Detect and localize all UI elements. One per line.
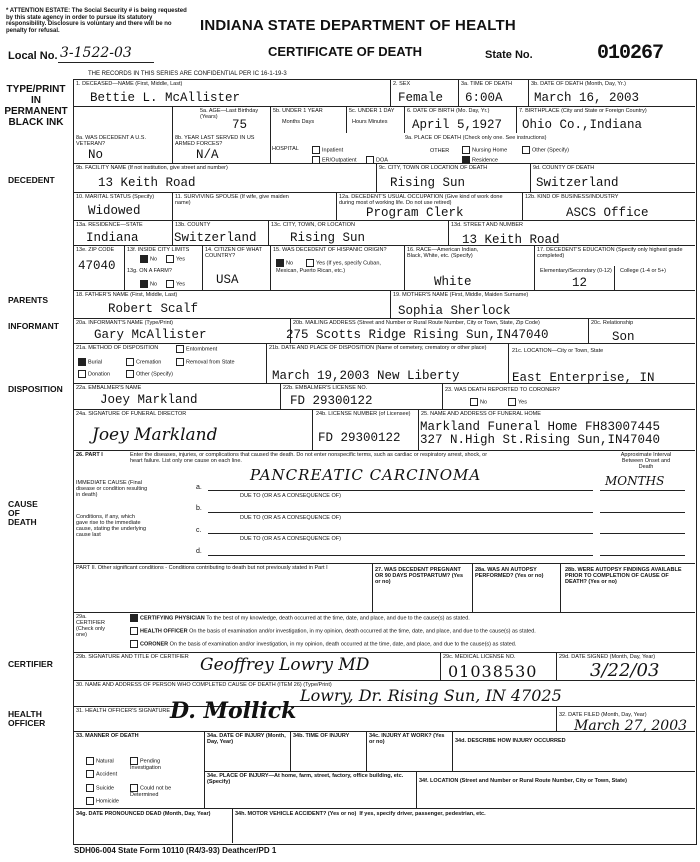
nursing-option[interactable]: Nursing Home bbox=[462, 146, 507, 154]
label-10: 10. MARITAL STATUS (Specify) bbox=[76, 194, 155, 200]
accident-checkbox[interactable] bbox=[86, 770, 94, 778]
label-13f: 13f. INSIDE CITY LIMITS bbox=[127, 247, 190, 253]
type-print-instruction: TYPE/PRINT IN PERMANENT BLACK INK bbox=[4, 84, 68, 128]
accident-option[interactable]: Accident bbox=[86, 770, 117, 778]
label-12a: 12a. DECEDENT'S USUAL OCCUPATION (Give kind of work done during most of working life. Do not use retired) bbox=[339, 194, 503, 206]
funeral-home-address[interactable]: 327 N.High St.Rising Sun,IN47040 bbox=[420, 433, 661, 447]
zip-code[interactable]: 47040 bbox=[78, 259, 116, 273]
label-34f: 34f. LOCATION (Street and Number or Rural Route Number, City or Town, State) bbox=[419, 778, 627, 784]
disposition-place[interactable]: March 19,2003 New Liberty bbox=[272, 369, 460, 383]
label-13b: 13b. COUNTY bbox=[175, 222, 211, 228]
label-2: 2. SEX bbox=[393, 81, 411, 87]
edu-elementary: Elementary/Secondary (0-12) bbox=[540, 268, 612, 274]
interval-a[interactable]: MONTHS bbox=[605, 474, 665, 488]
natural-option[interactable]: Natural bbox=[86, 757, 114, 765]
pending-option[interactable]: Pending Investigation bbox=[130, 758, 161, 771]
doa-checkbox[interactable] bbox=[366, 156, 374, 164]
label-15: 15. WAS DECEDENT OF HISPANIC ORIGIN? bbox=[273, 247, 387, 253]
suicide-option[interactable]: Suicide bbox=[86, 784, 114, 792]
burial-option[interactable]: Burial bbox=[78, 358, 102, 366]
relationship[interactable]: Son bbox=[612, 330, 635, 344]
other-specify-checkbox[interactable] bbox=[522, 146, 530, 154]
section-parents: PARENTS bbox=[8, 295, 48, 305]
age[interactable]: 75 bbox=[232, 118, 248, 132]
nursing-checkbox[interactable] bbox=[462, 146, 470, 154]
label-23: 23. WAS DEATH REPORTED TO CORONER? bbox=[445, 387, 560, 393]
time-of-death[interactable]: 6:00A bbox=[465, 91, 503, 105]
medical-license[interactable]: 01038530 bbox=[448, 662, 538, 681]
local-no-label: Local No. bbox=[8, 50, 58, 62]
year-served[interactable]: N/A bbox=[196, 148, 219, 162]
citizenship[interactable]: USA bbox=[216, 273, 239, 287]
label-29b: 29b. SIGNATURE AND TITLE OF CERTIFIER bbox=[76, 654, 189, 660]
donation-checkbox[interactable] bbox=[78, 370, 86, 378]
residence-county[interactable]: Switzerland bbox=[174, 231, 257, 245]
date-filed[interactable]: March 27, 2003 bbox=[574, 718, 688, 734]
other-label: OTHER bbox=[430, 148, 450, 154]
label-3b: 3b. DATE OF DEATH (Month, Day, Yr.) bbox=[531, 81, 626, 87]
label-18: 18. FATHER'S NAME (First, Middle, Last) bbox=[76, 292, 178, 298]
funeral-director-license[interactable]: FD 29300122 bbox=[318, 431, 401, 445]
residence-city[interactable]: Rising Sun bbox=[290, 231, 366, 245]
label-13d: 13d. STREET AND NUMBER bbox=[451, 222, 524, 228]
label-24a: 24a. SIGNATURE OF FUNERAL DIRECTOR bbox=[76, 411, 187, 417]
death-county[interactable]: Switzerland bbox=[536, 176, 619, 190]
label-9c: 9c. CITY, TOWN OR LOCATION OF DEATH bbox=[379, 165, 488, 171]
certifier-signature: Geoffrey Lowry MD bbox=[200, 655, 370, 675]
hispanic-note: Mexican, Puerto Rican, etc.) bbox=[276, 268, 346, 274]
section-certifier: CERTIFIER bbox=[8, 659, 53, 669]
cremation-checkbox[interactable] bbox=[126, 358, 134, 366]
residence-option[interactable]: Residence bbox=[462, 156, 498, 164]
part1-instructions: Enter the diseases, injuries, or complications that caused the death. Do not enter nonspecific terms, such as cardiac or respiratory arrest, shock, or heart failure. List only one cause on each line. bbox=[130, 452, 488, 464]
homicide-checkbox[interactable] bbox=[86, 797, 94, 805]
disposition-location[interactable]: East Enterprise, IN bbox=[512, 371, 655, 385]
hours-minutes: Hours Minutes bbox=[352, 119, 388, 125]
section-health-officer: HEALTH OFFICER bbox=[8, 709, 46, 728]
label-9b: 9b. FACILITY NAME (If not institution, give street and number) bbox=[76, 165, 228, 171]
donation-option[interactable]: Donation bbox=[78, 370, 110, 378]
line-d-marker: d. bbox=[196, 548, 202, 555]
other-disposition-option[interactable]: Other (Specify) bbox=[126, 370, 173, 378]
section-disposition: DISPOSITION bbox=[8, 384, 63, 394]
marital-status[interactable]: Widowed bbox=[88, 204, 141, 218]
label-29a: 29a. CERTIFIER (Check only one) bbox=[76, 614, 106, 638]
confidential-note: THE RECORDS IN THIS SERIES ARE CONFIDENTIAL PER IC 16-1-19-3 bbox=[88, 71, 287, 77]
er-checkbox[interactable] bbox=[312, 156, 320, 164]
removal-checkbox[interactable] bbox=[176, 358, 184, 366]
label-34g: 34g. DATE PRONOUNCED DEAD (Month, Day, Year) bbox=[76, 811, 211, 817]
section-cause-of-death: CAUSE OF DEATH bbox=[8, 499, 38, 527]
label-28a: 28a. WAS AN AUTOPSY PERFORMED? (Yes or no) bbox=[475, 567, 544, 579]
pending-checkbox[interactable] bbox=[130, 757, 138, 765]
hispanic-yes-checkbox[interactable] bbox=[306, 259, 314, 267]
er-option[interactable]: ER/Outpatient bbox=[312, 156, 357, 164]
sex[interactable]: Female bbox=[398, 91, 444, 105]
doa-option[interactable]: DOA bbox=[366, 156, 388, 164]
coroner-yes-option[interactable]: Yes bbox=[508, 398, 527, 406]
farm-no-option[interactable]: No bbox=[140, 280, 157, 288]
hispanic-yes-option[interactable]: Yes (If yes, specify Cuban, bbox=[306, 259, 381, 267]
label-34e: 34e. PLACE OF INJURY—At home, farm, street, factory, office building, etc. (Specify) bbox=[207, 773, 404, 785]
label-29c: 29c. MEDICAL LICENSE NO. bbox=[443, 654, 516, 660]
informant-address[interactable]: 275 Scotts Ridge Rising Sun,IN47040 bbox=[286, 328, 549, 342]
label-34h: 34h. MOTOR VEHICLE ACCIDENT? (Yes or no) If yes, specify driver, passenger, pedestrian, etc. bbox=[235, 811, 486, 817]
natural-checkbox[interactable] bbox=[86, 757, 94, 765]
label-32: 32. DATE FILED (Month, Day, Year) bbox=[559, 712, 647, 718]
label-8a: 8a. WAS DECEDENT A U.S. VETERAN? bbox=[76, 135, 146, 147]
inpatient-option[interactable]: Inpatient bbox=[312, 146, 343, 154]
other-disposition-checkbox[interactable] bbox=[126, 370, 134, 378]
occupation[interactable]: Program Clerk bbox=[366, 206, 464, 220]
entombment-option[interactable]: Entombment bbox=[176, 345, 217, 353]
education[interactable]: 12 bbox=[572, 276, 588, 290]
label-24b: 24b. LICENSE NUMBER (of Licensee) bbox=[316, 411, 411, 417]
business[interactable]: ASCS Office bbox=[566, 206, 649, 220]
label-13a: 13a. RESIDENCE—STATE bbox=[76, 222, 143, 228]
health-officer-checkbox[interactable] bbox=[130, 627, 138, 635]
coroner-no-option[interactable]: No bbox=[470, 398, 487, 406]
label-34a: 34a. DATE OF INJURY (Month, Day, Year) bbox=[207, 733, 286, 745]
residence-checkbox[interactable] bbox=[462, 156, 470, 164]
suicide-checkbox[interactable] bbox=[86, 784, 94, 792]
section-decedent: DECEDENT bbox=[8, 175, 55, 185]
label-22a: 22a. EMBALMER'S NAME bbox=[76, 385, 142, 391]
line-a-marker: a. bbox=[196, 484, 202, 491]
label-26: 26. PART I bbox=[76, 452, 103, 458]
edu-college: College (1-4 or 5+) bbox=[620, 268, 667, 274]
label-22b: 22b. EMBALMER'S LICENSE NO. bbox=[283, 385, 368, 391]
interval-label: Approximate Interval Between Onset and Death bbox=[620, 452, 672, 470]
label-9d: 9d. COUNTY OF DEATH bbox=[533, 165, 595, 171]
farm-yes-option[interactable]: Yes bbox=[166, 280, 185, 288]
informant-name[interactable]: Gary McAllister bbox=[94, 328, 207, 342]
department-title: INDIANA STATE DEPARTMENT OF HEALTH bbox=[200, 17, 516, 34]
label-7: 7. BIRTHPLACE (City and State or Foreign Country) bbox=[519, 108, 647, 114]
label-34b: 34b. TIME OF INJURY bbox=[293, 733, 350, 739]
local-no-underline bbox=[58, 62, 154, 63]
health-officer-option[interactable]: HEALTH OFFICER On the basis of examination and/or investigation, in my opinion, death occurred at the time, date, and place, and due to the cause(s) as stated. bbox=[130, 627, 536, 635]
coroner-option[interactable]: CORONER On the basis of examination and/or investigation, in my opinion, death occurred at the time, date, and place, and due to the cause(s) as stated. bbox=[130, 640, 516, 648]
label-34d: 34d. DESCRIBE HOW INJURY OCCURRED bbox=[455, 738, 566, 744]
label-3a: 3a. TIME OF DEATH bbox=[461, 81, 513, 87]
removal-option[interactable]: Removal from State bbox=[176, 358, 235, 366]
label-6: 6. DATE OF BIRTH (Mo. Day, Yr.) bbox=[407, 108, 490, 114]
attention-notice: * ATTENTION ESTATE: The Social Security # is being requested by this state agency in order to pursue its statutory responsibility. Disclosure is voluntary and there will be no penalty for refusal. bbox=[6, 8, 187, 34]
undetermined-checkbox[interactable] bbox=[130, 784, 138, 792]
farm-no-checkbox[interactable] bbox=[140, 280, 148, 288]
label-16: 16. RACE—American Indian, Black, White, etc. (Specify) bbox=[407, 247, 479, 259]
hispanic-no-checkbox[interactable] bbox=[276, 259, 284, 267]
embalmer-license[interactable]: FD 29300122 bbox=[290, 394, 373, 408]
cremation-option[interactable]: Cremation bbox=[126, 358, 161, 366]
label-20a: 20a. INFORMANT'S NAME (Type/Print) bbox=[76, 320, 174, 326]
health-officer-signature: D. Mollick bbox=[170, 698, 297, 724]
label-30: 30. NAME AND ADDRESS OF PERSON WHO COMPLETED CAUSE OF DEATH (ITEM 26) (Type/Print) bbox=[76, 682, 332, 688]
due-to-1: DUE TO (OR AS A CONSEQUENCE OF) bbox=[240, 493, 341, 499]
label-21c: 21c. LOCATION—City or Town, State bbox=[512, 348, 604, 354]
coroner-no-checkbox[interactable] bbox=[470, 398, 478, 406]
inside-yes-checkbox[interactable] bbox=[166, 255, 174, 263]
due-to-3: DUE TO (OR AS A CONSEQUENCE OF) bbox=[240, 536, 341, 542]
label-20c: 20c. Relationship bbox=[591, 320, 634, 326]
entombment-checkbox[interactable] bbox=[176, 345, 184, 353]
residence-street[interactable]: 13 Keith Road bbox=[462, 233, 560, 247]
cause-completer[interactable]: Lowry, Dr. Rising Sun, IN 47025 bbox=[300, 686, 562, 705]
label-17: 17. DECEDENT'S EDUCATION (Specify only highest grade completed) bbox=[537, 247, 683, 259]
label-13g: 13g. ON A FARM? bbox=[127, 268, 172, 274]
certificate-title: CERTIFICATE OF DEATH bbox=[268, 44, 423, 59]
coroner-yes-checkbox[interactable] bbox=[508, 398, 516, 406]
farm-yes-checkbox[interactable] bbox=[166, 280, 174, 288]
label-11: 11. SURVIVING SPOUSE (If wife, give maiden name) bbox=[175, 194, 289, 206]
cause-a[interactable]: PANCREATIC CARCINOMA bbox=[250, 466, 482, 484]
line-c-marker: c. bbox=[196, 527, 202, 534]
birthplace[interactable]: Ohio Co.,Indiana bbox=[522, 118, 643, 132]
label-12b: 12b. KIND OF BUSINESS/INDUSTRY bbox=[525, 194, 619, 200]
label-13c: 13c. CITY, TOWN, OR LOCATION bbox=[271, 222, 355, 228]
label-14: 14. CITIZEN OF WHAT COUNTRY? bbox=[205, 247, 262, 259]
line-b-marker: b. bbox=[196, 505, 202, 512]
local-no-value: 3-1522-03 bbox=[60, 45, 132, 61]
date-of-death[interactable]: March 16, 2003 bbox=[534, 91, 640, 105]
label-13e: 13e. ZIP CODE bbox=[76, 247, 115, 253]
funeral-director-signature: Joey Markland bbox=[92, 425, 218, 445]
label-31: 31. HEALTH OFFICER'S SIGNATURE bbox=[76, 708, 171, 714]
label-21b: 21b. DATE AND PLACE OF DISPOSITION (Name of cemetery, crematory or other place) bbox=[269, 345, 487, 351]
due-to-2: DUE TO (OR AS A CONSEQUENCE OF) bbox=[240, 515, 341, 521]
undetermined-option[interactable]: Could not be Determined bbox=[130, 785, 172, 798]
label-33: 33. MANNER OF DEATH bbox=[76, 733, 139, 739]
immediate-cause-label: IMMEDIATE CAUSE (Final disease or condition resulting in death) bbox=[76, 480, 148, 498]
funeral-home-name[interactable]: Markland Funeral Home FH83007445 bbox=[420, 420, 661, 434]
mother-name[interactable]: Sophia Sherlock bbox=[398, 304, 511, 318]
form-footer: SDH06-004 State Form 10110 (R4/3-93) Deathcer/PD 1 bbox=[74, 846, 277, 855]
hospital-label: HOSPITAL bbox=[272, 146, 299, 152]
part2-label: PART II. Other significant conditions - Conditions contributing to death but not previously stated in Part I bbox=[76, 565, 328, 571]
inpatient-checkbox[interactable] bbox=[312, 146, 320, 154]
label-5b: 5b. UNDER 1 YEAR bbox=[273, 108, 323, 114]
label-19: 19. MOTHER'S NAME (First, Middle, Maiden Surname) bbox=[393, 292, 529, 298]
hispanic-no-option[interactable]: No bbox=[276, 259, 293, 267]
label-34c: 34c. INJURY AT WORK? (Yes or no) bbox=[369, 733, 445, 745]
label-29d: 29d. DATE SIGNED (Month, Day, Year) bbox=[559, 654, 656, 660]
embalmer-name[interactable]: Joey Markland bbox=[100, 393, 198, 407]
inside-yes-option[interactable]: Yes bbox=[166, 255, 185, 263]
father-name[interactable]: Robert Scalf bbox=[108, 302, 199, 316]
state-no-value: 010267 bbox=[597, 42, 664, 65]
certifying-physician-checkbox[interactable] bbox=[130, 614, 138, 622]
coroner-checkbox[interactable] bbox=[130, 640, 138, 648]
veteran[interactable]: No bbox=[88, 148, 104, 162]
conditions-label: Conditions, if any, which gave rise to the immediate cause, stating the underlying cause last bbox=[76, 514, 147, 538]
months-days: Months Days bbox=[282, 119, 315, 125]
label-8b: 8b. YEAR LAST SERVED IN US ARMED FORCES? bbox=[175, 135, 255, 147]
homicide-option[interactable]: Homicide bbox=[86, 797, 119, 805]
deceased-name[interactable]: Bettie L. McAllister bbox=[90, 91, 241, 105]
label-5a: 5a. AGE—Last Birthday (Years) bbox=[200, 108, 259, 120]
label-20b: 20b. MAILING ADDRESS (Street and Number or Rural Route Number, City or Town, State, Zip Code) bbox=[293, 320, 540, 326]
other-specify-option[interactable]: Other (Specify) bbox=[522, 146, 569, 154]
certifying-physician-option[interactable]: CERTIFYING PHYSICIAN To the best of my knowledge, death occurred at the time, date, and place, and due to the cause(s) as stated. bbox=[130, 614, 470, 622]
facility-name[interactable]: 13 Keith Road bbox=[98, 176, 196, 190]
burial-checkbox[interactable] bbox=[78, 358, 86, 366]
inside-no-option[interactable]: No bbox=[140, 255, 157, 263]
label-1: 1. DECEASED—NAME (First, Middle, Last) bbox=[76, 81, 183, 87]
section-informant: INFORMANT bbox=[8, 321, 59, 331]
death-city[interactable]: Rising Sun bbox=[390, 176, 466, 190]
label-28b: 28b. WERE AUTOPSY FINDINGS AVAILABLE PRIOR TO COMPLETION OF CAUSE OF DEATH? (Yes or no) bbox=[565, 567, 682, 585]
residence-state[interactable]: Indiana bbox=[86, 231, 139, 245]
race[interactable]: White bbox=[434, 275, 472, 289]
label-21a: 21a. METHOD OF DISPOSITION bbox=[76, 345, 159, 351]
date-signed[interactable]: 3/22/03 bbox=[590, 660, 660, 681]
label-25: 25. NAME AND ADDRESS OF FUNERAL HOME bbox=[421, 411, 541, 417]
label-5c: 5c. UNDER 1 DAY bbox=[349, 108, 395, 114]
label-27: 27. WAS DECEDENT PREGNANT OR 90 DAYS POSTPARTUM? (Yes or no) bbox=[375, 567, 464, 585]
date-of-birth[interactable]: April 5,1927 bbox=[412, 118, 503, 132]
state-no-label: State No. bbox=[485, 49, 533, 61]
label-9a: 9a. PLACE OF DEATH (Check only one. See instructions) bbox=[405, 135, 547, 141]
inside-no-checkbox[interactable] bbox=[140, 255, 148, 263]
